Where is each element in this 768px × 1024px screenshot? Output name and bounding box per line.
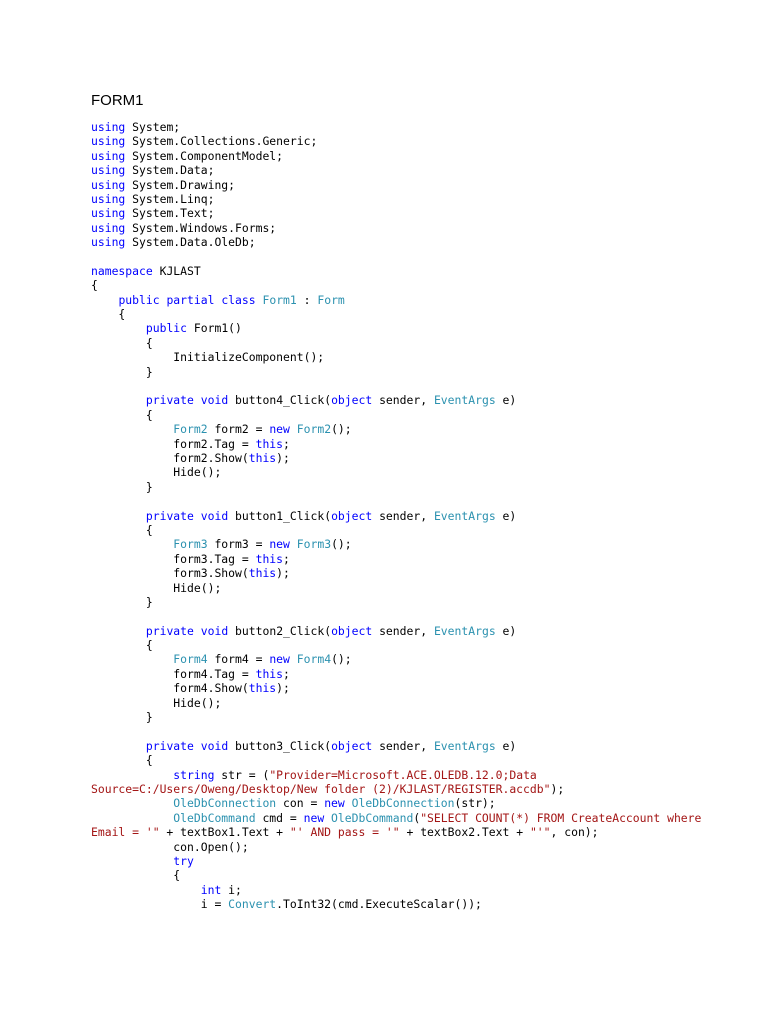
code-token-keyword: this (248, 681, 277, 696)
code-block (91, 120, 751, 911)
code-token-type: Form4 (296, 652, 332, 667)
code-token-plain: button2_Click( (228, 623, 332, 638)
code-token-plain: } (91, 594, 153, 609)
code-token-plain: ); (550, 781, 565, 796)
code-token-plain: form3.Tag = (91, 551, 256, 566)
code-line (91, 422, 751, 436)
code-token-plain (91, 293, 118, 307)
code-token-plain (91, 883, 201, 897)
code-token-plain: e) (495, 393, 517, 408)
code-token-plain (194, 509, 201, 523)
code-token-plain (290, 652, 297, 666)
code-line (91, 120, 751, 134)
code-token-keyword: try (173, 853, 194, 868)
code-line (91, 782, 751, 796)
code-token-plain (91, 624, 146, 638)
code-token-keyword: new (269, 537, 290, 552)
code-line (91, 710, 751, 724)
code-line (91, 552, 751, 566)
code-line (91, 365, 751, 379)
code-line (91, 163, 751, 177)
code-token-plain: button4_Click( (228, 393, 332, 408)
code-token-plain: form2.Tag = (91, 436, 256, 451)
code-token-plain: System.Collections.Generic; (125, 134, 318, 149)
code-token-plain: cmd = (255, 810, 304, 825)
page-heading: FORM1 (91, 92, 144, 109)
code-token-plain (91, 854, 173, 868)
code-token-string: Email = '" (91, 825, 160, 840)
code-line (91, 652, 751, 666)
code-token-keyword: private (145, 393, 194, 408)
code-token-keyword: using (91, 148, 126, 163)
code-token-type: Form2 (173, 422, 208, 437)
code-line (91, 465, 751, 479)
code-token-keyword: object (331, 508, 373, 523)
code-token-plain: ; (283, 666, 290, 681)
code-token-keyword: private (145, 508, 194, 523)
code-token-plain: ; (283, 436, 290, 451)
code-token-plain: e) (495, 738, 517, 753)
code-token-plain: con = (276, 796, 325, 811)
code-token-string: Source=C:/Users/Oweng/Desktop/New folder (2)/KJLAST/REGISTER.accdb" (91, 781, 551, 796)
code-line (91, 509, 751, 523)
code-token-type: Form2 (296, 422, 332, 437)
code-token-keyword: public (118, 292, 160, 307)
code-token-keyword: void (200, 508, 229, 523)
code-token-plain: button1_Click( (228, 508, 332, 523)
code-token-plain: InitializeComponent(); (91, 350, 325, 365)
code-token-plain: } (91, 710, 153, 725)
code-token-plain: form2 = (207, 422, 270, 437)
code-token-plain: i = (91, 897, 229, 912)
code-token-keyword: string (173, 767, 215, 782)
code-token-plain (345, 796, 352, 810)
code-token-plain (91, 739, 146, 753)
code-token-plain: sender, (372, 738, 434, 753)
code-line (91, 724, 751, 738)
code-token-keyword: this (255, 436, 284, 451)
code-line (91, 250, 751, 264)
code-token-keyword: using (91, 191, 126, 206)
code-token-plain (91, 321, 146, 335)
code-line (91, 235, 751, 249)
code-line (91, 768, 751, 782)
code-token-keyword: void (200, 623, 229, 638)
code-token-plain: e) (495, 508, 517, 523)
code-token-plain: System.Text; (125, 206, 215, 221)
code-token-type: OleDbCommand (173, 810, 256, 825)
code-token-plain (91, 652, 173, 666)
code-token-plain: System.Windows.Forms; (125, 220, 277, 235)
code-line (91, 825, 751, 839)
code-token-plain (194, 624, 201, 638)
code-token-plain: e) (495, 623, 517, 638)
code-token-keyword: int (200, 882, 222, 897)
code-line (91, 595, 751, 609)
code-token-keyword: using (91, 177, 126, 192)
code-token-type: Convert (228, 897, 277, 912)
code-token-plain: ); (276, 566, 290, 581)
code-token-keyword: using (91, 220, 126, 235)
code-line (91, 264, 751, 278)
code-line (91, 753, 751, 767)
code-token-plain: form2.Show( (91, 450, 249, 465)
code-token-plain (194, 739, 201, 753)
code-token-keyword: this (255, 666, 284, 681)
code-line (91, 379, 751, 393)
code-token-plain: { (91, 335, 153, 350)
code-token-keyword: new (324, 796, 345, 811)
code-line (91, 566, 751, 580)
code-token-type: EventArgs (433, 393, 496, 408)
code-token-plain: sender, (372, 393, 434, 408)
code-token-keyword: this (248, 450, 277, 465)
code-token-plain: form4.Tag = (91, 666, 256, 681)
code-line (91, 854, 751, 868)
code-line (91, 667, 751, 681)
code-token-keyword: using (91, 163, 126, 178)
code-token-plain (91, 509, 146, 523)
code-token-plain: Form1() (187, 321, 242, 336)
code-token-plain: form4 = (207, 652, 270, 667)
code-line (91, 192, 751, 206)
code-token-type: Form (317, 292, 345, 307)
code-token-plain: , con); (550, 825, 599, 840)
code-token-keyword: new (303, 810, 325, 825)
code-token-keyword: partial (166, 292, 215, 307)
code-token-keyword: class (221, 292, 256, 307)
code-token-plain: (); (331, 537, 352, 552)
code-token-keyword: object (331, 393, 373, 408)
code-line (91, 393, 751, 407)
code-token-keyword: public (145, 321, 188, 336)
code-token-plain: ( (413, 810, 421, 825)
code-token-plain: } (91, 364, 153, 379)
code-token-type: EventArgs (433, 623, 496, 638)
code-line (91, 494, 751, 508)
code-line (91, 437, 751, 451)
code-token-type: Form4 (173, 652, 208, 667)
code-token-plain: con.Open(); (91, 839, 249, 854)
code-token-keyword: using (91, 120, 126, 134)
code-token-plain: { (91, 278, 98, 293)
code-token-plain: Hide(); (91, 695, 222, 710)
code-token-plain: form3.Show( (91, 566, 249, 581)
code-token-plain (91, 811, 173, 825)
code-line (91, 796, 751, 810)
code-token-plain: sender, (372, 623, 434, 638)
code-token-keyword: namespace (91, 263, 153, 278)
code-token-plain: System.Data; (125, 163, 215, 178)
code-token-plain: (str); (454, 796, 496, 811)
code-token-plain (290, 422, 297, 436)
code-token-plain: .ToInt32(cmd.ExecuteScalar()); (276, 897, 482, 912)
code-token-plain: { (91, 522, 153, 537)
code-token-plain: + textBox2.Text + (399, 825, 530, 840)
code-token-plain: { (91, 638, 153, 653)
code-token-keyword: this (248, 566, 277, 581)
code-line (91, 624, 751, 638)
code-token-string: "SELECT COUNT(*) FROM CreateAccount where (420, 810, 702, 825)
code-token-type: EventArgs (433, 508, 496, 523)
code-token-type: OleDbCommand (331, 810, 414, 825)
code-token-type: OleDbConnection (351, 796, 455, 811)
code-token-keyword: void (200, 738, 229, 753)
code-line (91, 293, 751, 307)
code-token-plain: { (91, 753, 153, 768)
code-line (91, 523, 751, 537)
code-line (91, 739, 751, 753)
code-token-keyword: using (91, 206, 126, 221)
code-token-type: EventArgs (433, 738, 496, 753)
code-token-keyword: object (331, 738, 373, 753)
code-token-type: Form1 (262, 292, 297, 307)
code-line (91, 897, 751, 911)
code-token-keyword: object (331, 623, 373, 638)
code-token-plain: + textBox1.Text + (159, 825, 290, 840)
code-line (91, 868, 751, 882)
code-token-plain: { (91, 307, 126, 322)
code-token-plain (91, 537, 173, 551)
code-line (91, 840, 751, 854)
code-token-plain: System; (125, 120, 181, 134)
code-line (91, 537, 751, 551)
code-token-plain: (); (331, 422, 352, 437)
code-token-plain: button3_Click( (228, 738, 332, 753)
code-token-keyword: private (145, 623, 194, 638)
code-token-plain: Hide(); (91, 465, 222, 480)
code-token-plain: System.Linq; (125, 191, 215, 206)
code-token-string: "'" (529, 825, 551, 840)
code-token-plain: ; (283, 551, 290, 566)
code-token-plain: KJLAST (152, 263, 201, 278)
code-token-string: "' AND pass = '" (289, 825, 400, 840)
code-token-plain: { (91, 868, 181, 883)
code-token-plain: } (91, 479, 153, 494)
code-line (91, 480, 751, 494)
code-line (91, 321, 751, 335)
code-token-plain: form3 = (207, 537, 270, 552)
code-token-keyword: new (269, 422, 290, 437)
code-token-keyword: private (145, 738, 194, 753)
code-token-plain: form4.Show( (91, 681, 249, 696)
code-line (91, 609, 751, 623)
code-line (91, 307, 751, 321)
code-line (91, 681, 751, 695)
code-line (91, 278, 751, 292)
code-token-string: "Provider=Microsoft.ACE.OLEDB.12.0;Data (269, 767, 537, 782)
code-token-plain (290, 537, 297, 551)
code-token-plain: sender, (372, 508, 434, 523)
code-token-plain (91, 768, 173, 782)
code-token-keyword: using (91, 235, 126, 250)
code-line (91, 178, 751, 192)
code-line (91, 408, 751, 422)
code-token-plain: (); (331, 652, 352, 667)
code-token-keyword: using (91, 134, 126, 149)
code-token-plain: ); (276, 681, 290, 696)
code-line (91, 581, 751, 595)
code-token-type: Form3 (173, 537, 208, 552)
code-token-plain: System.Data.OleDb; (125, 235, 256, 250)
code-token-plain: { (91, 407, 153, 422)
code-line (91, 883, 751, 897)
code-line (91, 134, 751, 148)
code-token-plain: i; (221, 882, 242, 897)
code-line (91, 336, 751, 350)
code-token-plain: : (296, 292, 318, 307)
code-line (91, 811, 751, 825)
code-token-plain: Hide(); (91, 580, 222, 595)
code-line (91, 206, 751, 220)
code-token-plain (91, 393, 146, 407)
code-token-keyword: void (200, 393, 229, 408)
code-line (91, 149, 751, 163)
code-line (91, 451, 751, 465)
code-line (91, 638, 751, 652)
code-token-plain: System.ComponentModel; (125, 148, 284, 163)
code-token-type: OleDbConnection (173, 796, 277, 811)
code-token-plain: System.Drawing; (125, 177, 236, 192)
code-token-plain (194, 393, 201, 407)
code-line (91, 350, 751, 364)
code-token-keyword: this (255, 551, 284, 566)
code-token-plain: ); (276, 450, 290, 465)
code-token-plain (91, 796, 173, 810)
code-token-plain (91, 422, 173, 436)
code-token-type: Form3 (296, 537, 332, 552)
code-token-plain: str = ( (214, 767, 270, 782)
code-token-keyword: new (269, 652, 290, 667)
code-line (91, 696, 751, 710)
code-line (91, 221, 751, 235)
